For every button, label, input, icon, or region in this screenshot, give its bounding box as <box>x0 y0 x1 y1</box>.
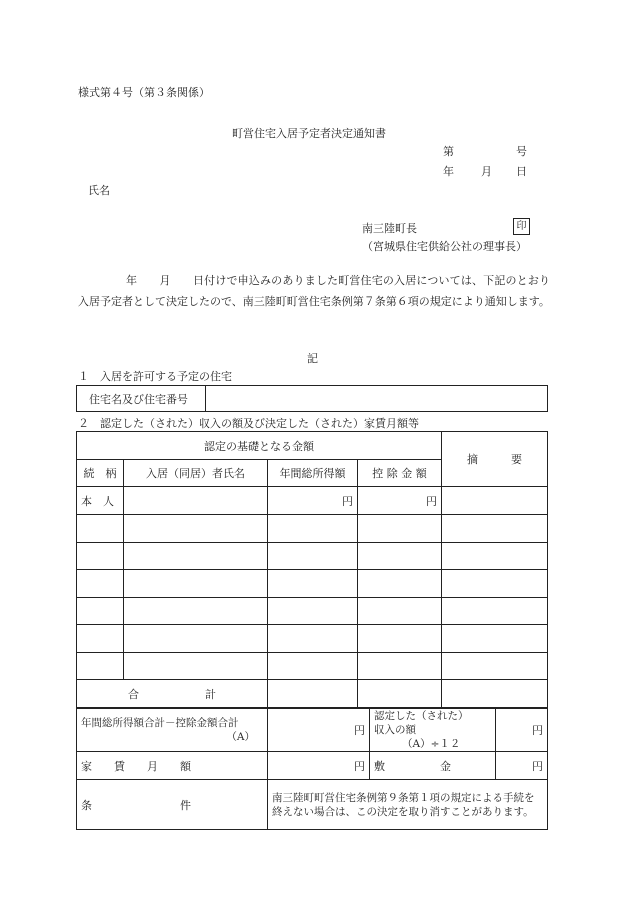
deposit-yen: 円 <box>496 752 548 780</box>
condition-label: 条 件 <box>77 780 268 830</box>
housing-label: 住宅名及び住宅番号 <box>77 386 206 412</box>
col-relation: 続 柄 <box>77 460 124 487</box>
basis-header: 認定の基礎となる金額 <box>77 432 442 460</box>
number-dai: 第 <box>443 145 454 158</box>
self-label: 本 人 <box>77 487 124 515</box>
table-row <box>77 597 548 625</box>
remarks-header: 摘 要 <box>442 432 548 487</box>
section2-heading: ２ 認定した（された）収入の額及び決定した（された）家賃月額等 <box>78 417 419 430</box>
rent-yen: 円 <box>268 752 370 780</box>
table-row <box>77 625 548 653</box>
document-title: 町営住宅入居予定者決定通知書 <box>232 127 386 140</box>
issuer-name: 南三陸町長 <box>362 222 417 235</box>
condition-text: 南三陸町町営住宅条例第９条第１項の規定による手続を終えない場合は、この決定を取り消すことがあります。 <box>268 780 548 830</box>
seal-mark: 印 <box>513 218 530 235</box>
housing-value <box>206 386 548 412</box>
remarks-cell <box>442 487 548 515</box>
table-row <box>77 652 548 680</box>
date-day: 日 <box>516 165 527 178</box>
total-label: 合 計 <box>77 680 268 708</box>
recognized-yen: 円 <box>496 709 548 752</box>
col-resident-name: 入居（同居）者氏名 <box>124 460 268 487</box>
col-deduction: 控 除 金 額 <box>358 460 442 487</box>
total-row <box>77 680 548 708</box>
col-annual-income: 年間総所得額 <box>268 460 358 487</box>
ki-mark: 記 <box>307 352 318 365</box>
deduction-yen: 円 <box>358 487 442 515</box>
rent-label: 家 賃 月 額 <box>77 752 268 780</box>
deposit-label: 敷 金 <box>370 752 496 780</box>
recognized-label: 認定した（された） 収入の額 （A）÷１２ <box>370 709 496 752</box>
number-go: 号 <box>516 145 527 158</box>
housing-table <box>76 385 548 412</box>
resident-name-cell <box>124 487 268 515</box>
section1-heading: １ 入居を許可する予定の住宅 <box>78 370 232 383</box>
income-table <box>76 431 548 708</box>
table-row <box>77 487 548 515</box>
issuer-alt: （宮城県住宅供給公社の理事長） <box>362 240 527 253</box>
table-row <box>77 570 548 598</box>
form-id: 様式第４号（第３条関係） <box>78 86 210 99</box>
calc-yen: 円 <box>268 709 370 752</box>
income-yen: 円 <box>268 487 358 515</box>
summary-table <box>76 708 548 830</box>
table-row <box>77 542 548 570</box>
table-row <box>77 515 548 543</box>
date-month: 月 <box>481 165 492 178</box>
body-text: 年 月 日付けで申込みのありました町営住宅の入居については、下記のとおり入居予定者として決定したので、南三陸町町営住宅条例第７条第６項の規定により通知します。 <box>78 274 550 308</box>
recipient-label: 氏名 <box>88 184 110 197</box>
date-year: 年 <box>443 165 454 178</box>
calc-label: 年間総所得額合計－控除金額合計 （A） <box>77 709 268 752</box>
